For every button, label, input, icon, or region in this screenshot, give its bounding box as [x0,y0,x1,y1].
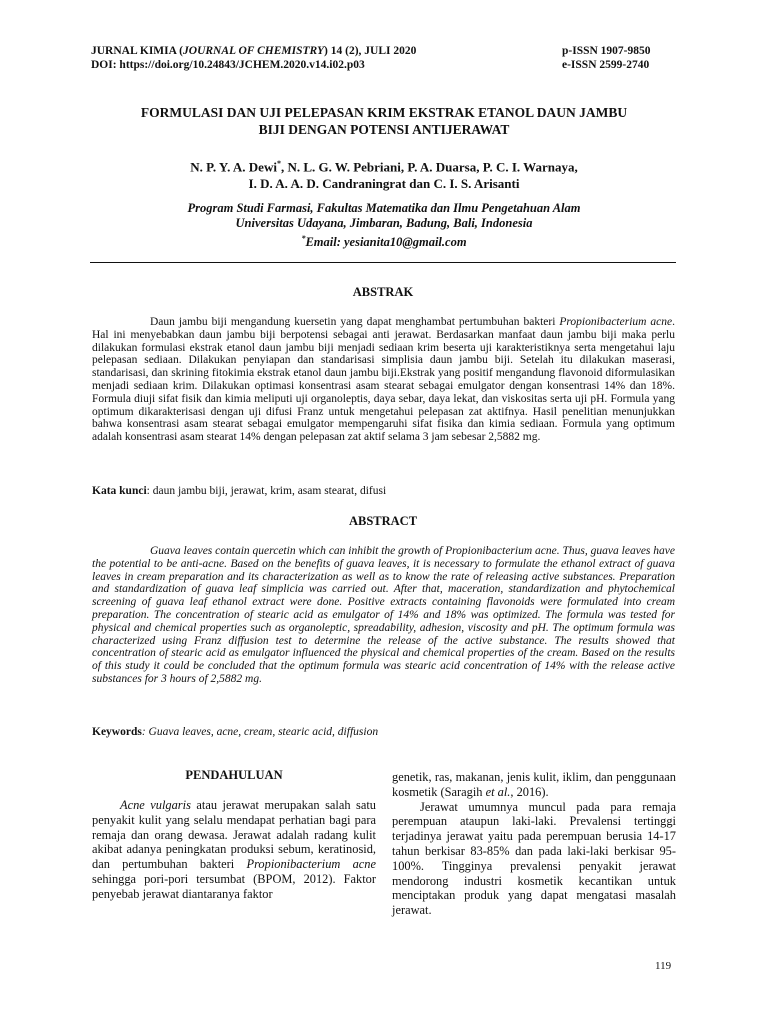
pendahuluan-right-text-1: genetik, ras, makanan, jenis kulit, iklim, dan penggunaan kosmetik (Saragih [392,770,676,799]
kata-kunci [92,484,386,498]
e-issn: e-ISSN 2599-2740 [562,59,650,71]
affiliation-line-2: Universitas Udayana, Jimbaran, Badung, Bali, Indonesia [235,216,533,230]
paper-title [95,104,673,138]
abstrak-text-2: . Hal ini menyebabkan daun jambu biji berpotensi sebagai anti jerawat. Berdasarkan manfaat daun jambu biji maka perlu dilakukan formulasi ekstrak etanol daun jambu biji menjadi sediaan krim beserta uji karakteristiknya serta mengetahui laju pelepasan sediaan. Dilakukan penyiapan dan standarisasi simplisia daun jambu biji. Setelah itu dilakukan maserasi, standarisasi, dan skrining fitokimia ekstrak etanol daun jambu biji.Ekstrak yang positif mengandung flavonoid diformulasikan menjadi sediaan krim. Dilakukan optimasi konsentrasi asam stearat sebagai emulgator dengan konsentrasi 14% dan 18%. Formula diuji sifat fisik dan kimia meliputi uji organoleptis, daya sebar, daya lekat, dan viskositas serta uji pH. Formula yang optimum dikarakterisasi dengan uji difusi Franz untuk mengetahui pelepasan zat aktifnya. Hasil penelitian menunjukkan bahwa konsentrasi asam stearat sebagai emulgator mempengaruhi sifat fisika dan kimia sediaan. Formula yang optimum adalah konsentrasi asam stearat 14% dengan pelepasan zat aktif selama 3 jam sebesar 2,5882 mg. [92,316,675,444]
keywords-text: : Guava leaves, acne, cream, stearic acid, diffusion [141,726,379,738]
pendahuluan-right-paragraph-2: Jerawat umumnya muncul pada para remaja perempuan ataupun laki-laki. Prevalensi tertinggi terjadinya jerawat yaitu pada perempuan berusia 14-17 tahun berkisar 83-85% dan pada laki-laki berkisar 95-100%. Tingginya prevalensi penyakit jerawat mendorong industri kosmetik kecantikan untuk menciptakan produk yang dapat mengatasi masalah jerawat. [392,799,676,918]
author-email[interactable]: Email: yesianita10@gmail.com [305,235,467,250]
authors [95,155,673,192]
keywords [92,725,378,739]
abstrak-text-1: Daun jambu biji mengandung kuersetin yang dapat menghambat pertumbuhan bakteri [150,316,560,328]
citation-et-al: et al. [485,784,511,799]
paper-title-line-2: BIJI DENGAN POTENSI ANTIJERAWAT [258,122,510,137]
page-number: 119 [655,960,672,972]
abstrak-heading: ABSTRAK [352,285,414,299]
pendahuluan-left-column [92,798,376,902]
pendahuluan-right-column [392,770,676,918]
keywords-label: Keywords [92,726,142,738]
abstract-heading: ABSTRACT [348,514,418,528]
abstrak-species: Propionibacterium acne [559,316,673,328]
journal-header [91,44,416,58]
affiliation-line-1: Program Studi Farmasi, Fakultas Matematika dan Ilmu Pengetahuan Alam [187,201,581,215]
journal-issue: ) 14 (2), JULI 2020 [324,45,417,57]
journal-name-english: JOURNAL OF CHEMISTRY [183,45,325,57]
pendahuluan-heading: PENDAHULUAN [185,768,283,782]
corresponding-mark: * [276,159,281,168]
paper-title-line-1: FORMULASI DAN UJI PELEPASAN KRIM EKSTRAK ETANOL DAUN JAMBU [140,105,628,120]
email-mark: * [301,234,306,243]
doi-link[interactable]: DOI: https://doi.org/10.24843/JCHEM.2020.v14.i02.p03 [91,59,365,71]
p-issn: p-ISSN 1907-9850 [562,45,651,57]
journal-name: JURNAL KIMIA ( [91,45,184,57]
abstrak-paragraph [92,316,675,444]
pendahuluan-left-text-1: atau jerawat merupakan salah satu penyakit kulit yang selalu mendapat perhatian bagi para remaja dan orang dewasa. Jerawat adalah radang kulit akibat adanya peningkatan produksi sebum, keratinosid, dan pertumbuhan bakteri [92,798,376,872]
header-divider [90,262,676,263]
first-author: N. P. Y. A. Dewi [190,159,277,175]
co-authors-line-1: , N. L. G. W. Pebriani, P. A. Duarsa, P. C. I. Warnaya, [280,159,578,175]
pendahuluan-left-text-2: sehingga pori-pori tersumbat (BPOM, 2012). Faktor penyebab jerawat diantaranya faktor [92,871,376,901]
pendahuluan-right-text-2: , 2016). [510,784,549,799]
co-authors-line-2: I. D. A. A. D. Candraningrat dan C. I. S. Arisanti [248,176,520,192]
abstract-paragraph: Guava leaves contain quercetin which can inhibit the growth of Propionibacterium acne. Thus, guava leaves have the potential to be anti-acne. Based on the benefits of guava leaves, it is necessary to formulate the ethanol extract of guava leaves in cream preparation and its characterization as well as to know the rate of releasing active substances. Preparation and standardization of guava leaf simplicia was carried out. After that, maceration, standardization and phytochemical screening of guava leaf ethanol extract were done. Positive extracts containing flavonoids were formulated into cream preparation. The concentration of stearic acid as emulgator of 14% and 18% was optimized. The formula was tested for physical and chemical properties such as organoleptic, spreadability, adhesion, viscosity and pH. The optimum formula was characterized using Franz diffusion test to determine the release of the active substance. The results showed that concentration of stearic acid as emulgator influenced the physical and chemical properties of the cream. Based on the results of this study it could be concluded that the optimum formula was stearic acid concentration of 14% with the release active substances for 3 hours of 2,5882 mg. [92,545,675,685]
kata-kunci-label: Kata kunci [92,485,147,497]
affiliation [95,201,673,250]
pendahuluan-species: Propionibacterium acne [246,857,377,872]
pendahuluan-term: Acne vulgaris [120,798,191,812]
kata-kunci-text: : daun jambu biji, jerawat, krim, asam stearat, difusi [146,485,387,497]
